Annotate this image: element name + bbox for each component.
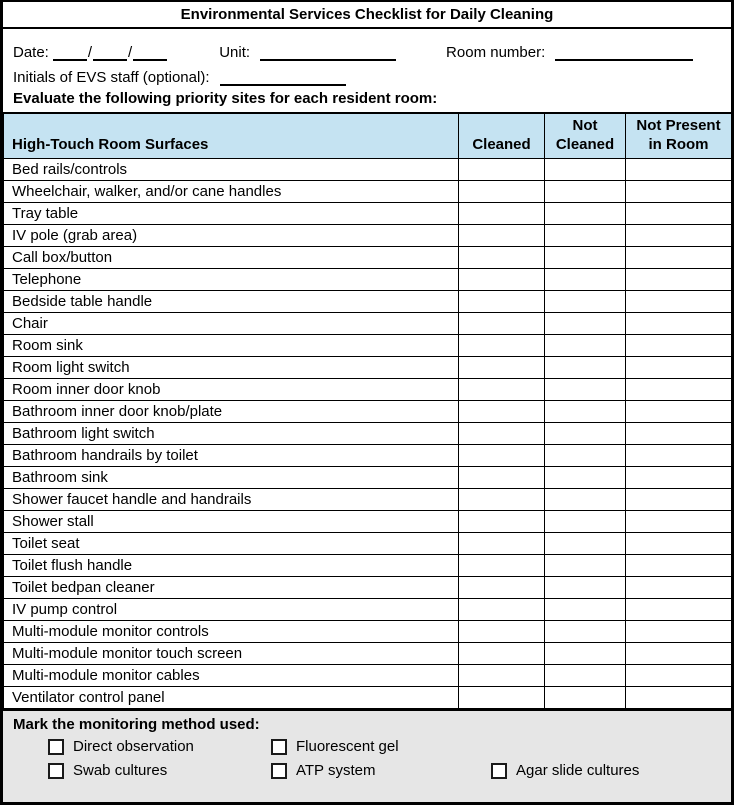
surface-label: Multi-module monitor touch screen bbox=[4, 643, 459, 665]
checkbox-icon[interactable] bbox=[491, 763, 507, 779]
cleaned-cell[interactable] bbox=[459, 621, 545, 643]
not-cleaned-cell[interactable] bbox=[545, 247, 626, 269]
not-cleaned-cell[interactable] bbox=[545, 313, 626, 335]
cleaned-cell[interactable] bbox=[459, 379, 545, 401]
not-cleaned-cell[interactable] bbox=[545, 621, 626, 643]
cleaned-cell[interactable] bbox=[459, 423, 545, 445]
monitoring-options bbox=[13, 738, 721, 779]
not-present-cell[interactable] bbox=[626, 533, 732, 555]
surface-label: Bed rails/controls bbox=[4, 159, 459, 181]
initials-line bbox=[13, 61, 721, 86]
checkbox-icon[interactable] bbox=[48, 763, 64, 779]
form-header-fields bbox=[3, 29, 731, 112]
not-present-cell[interactable] bbox=[626, 313, 732, 335]
table-header-row bbox=[4, 113, 732, 159]
not-cleaned-cell[interactable] bbox=[545, 203, 626, 225]
column-header-cleaned: Cleaned bbox=[459, 113, 545, 159]
cleaned-cell[interactable] bbox=[459, 555, 545, 577]
not-cleaned-cell[interactable] bbox=[545, 269, 626, 291]
not-present-cell[interactable] bbox=[626, 357, 732, 379]
cleaned-cell[interactable] bbox=[459, 511, 545, 533]
cleaned-cell[interactable] bbox=[459, 687, 545, 709]
table-row bbox=[4, 203, 732, 225]
not-present-cell[interactable] bbox=[626, 621, 732, 643]
surface-label: Multi-module monitor controls bbox=[4, 621, 459, 643]
surface-label: Call box/button bbox=[4, 247, 459, 269]
surface-label: Tray table bbox=[4, 203, 459, 225]
surface-label: IV pump control bbox=[4, 599, 459, 621]
not-present-cell[interactable] bbox=[626, 511, 732, 533]
not-present-cell[interactable] bbox=[626, 401, 732, 423]
surface-label: IV pole (grab area) bbox=[4, 225, 459, 247]
not-present-cell[interactable] bbox=[626, 335, 732, 357]
cleaned-cell[interactable] bbox=[459, 247, 545, 269]
monitoring-method-section bbox=[3, 709, 731, 802]
not-cleaned-cell[interactable] bbox=[545, 665, 626, 687]
cleaned-cell[interactable] bbox=[459, 665, 545, 687]
cleaned-cell[interactable] bbox=[459, 599, 545, 621]
cleaned-cell[interactable] bbox=[459, 335, 545, 357]
unit-label: Unit: bbox=[219, 44, 251, 61]
not-cleaned-cell[interactable] bbox=[545, 335, 626, 357]
cleaned-cell[interactable] bbox=[459, 225, 545, 247]
option-label: Direct observation bbox=[73, 738, 194, 755]
high-touch-surfaces-table bbox=[3, 112, 732, 709]
not-present-cell[interactable] bbox=[626, 269, 732, 291]
surface-label: Chair bbox=[4, 313, 459, 335]
room-number-label: Room number: bbox=[446, 44, 546, 61]
option-swab-cultures[interactable] bbox=[48, 762, 271, 779]
not-cleaned-cell[interactable] bbox=[545, 555, 626, 577]
option-label: ATP system bbox=[296, 762, 376, 779]
not-cleaned-cell[interactable] bbox=[545, 159, 626, 181]
option-label: Swab cultures bbox=[73, 762, 168, 779]
table-row bbox=[4, 401, 732, 423]
not-present-cell[interactable] bbox=[626, 225, 732, 247]
date-separator: / bbox=[87, 44, 93, 61]
table-row bbox=[4, 423, 732, 445]
cleaned-cell[interactable] bbox=[459, 269, 545, 291]
table-row bbox=[4, 621, 732, 643]
not-present-cell[interactable] bbox=[626, 599, 732, 621]
surface-label: Toilet bedpan cleaner bbox=[4, 577, 459, 599]
not-cleaned-cell[interactable] bbox=[545, 599, 626, 621]
surface-label: Room inner door knob bbox=[4, 379, 459, 401]
cleaned-cell[interactable] bbox=[459, 291, 545, 313]
not-present-cell[interactable] bbox=[626, 687, 732, 709]
surface-label: Toilet seat bbox=[4, 533, 459, 555]
surface-label: Room sink bbox=[4, 335, 459, 357]
not-cleaned-cell[interactable] bbox=[545, 577, 626, 599]
surface-label: Bathroom light switch bbox=[4, 423, 459, 445]
initials-label: Initials of EVS staff (optional): bbox=[13, 69, 210, 86]
table-row bbox=[4, 489, 732, 511]
table-row bbox=[4, 247, 732, 269]
not-present-cell[interactable] bbox=[626, 445, 732, 467]
surface-label: Toilet flush handle bbox=[4, 555, 459, 577]
column-header-surfaces: High-Touch Room Surfaces bbox=[4, 113, 459, 159]
not-present-cell[interactable] bbox=[626, 489, 732, 511]
unit-field[interactable] bbox=[260, 46, 396, 61]
table-row bbox=[4, 181, 732, 203]
surface-label: Bathroom inner door knob/plate bbox=[4, 401, 459, 423]
not-present-cell[interactable] bbox=[626, 423, 732, 445]
cleaned-cell[interactable] bbox=[459, 643, 545, 665]
surface-label: Multi-module monitor cables bbox=[4, 665, 459, 687]
cleaned-cell[interactable] bbox=[459, 445, 545, 467]
table-row bbox=[4, 313, 732, 335]
not-cleaned-cell[interactable] bbox=[545, 533, 626, 555]
option-label: Fluorescent gel bbox=[296, 738, 399, 755]
table-row bbox=[4, 599, 732, 621]
table-row bbox=[4, 225, 732, 247]
not-cleaned-cell[interactable] bbox=[545, 357, 626, 379]
table-row bbox=[4, 687, 732, 709]
table-row bbox=[4, 357, 732, 379]
initials-field[interactable] bbox=[220, 71, 346, 86]
date-unit-room-line bbox=[13, 36, 721, 61]
surface-label: Shower stall bbox=[4, 511, 459, 533]
cleaned-cell[interactable] bbox=[459, 203, 545, 225]
not-cleaned-cell[interactable] bbox=[545, 291, 626, 313]
surface-label: Wheelchair, walker, and/or cane handles bbox=[4, 181, 459, 203]
surface-label: Room light switch bbox=[4, 357, 459, 379]
not-cleaned-cell[interactable] bbox=[545, 445, 626, 467]
table-row bbox=[4, 511, 732, 533]
table-row bbox=[4, 643, 732, 665]
date-year-field[interactable] bbox=[133, 46, 167, 61]
date-month-field[interactable] bbox=[53, 46, 87, 61]
not-present-cell[interactable] bbox=[626, 291, 732, 313]
table-row bbox=[4, 533, 732, 555]
not-cleaned-cell[interactable] bbox=[545, 467, 626, 489]
not-cleaned-cell[interactable] bbox=[545, 379, 626, 401]
table-row bbox=[4, 577, 732, 599]
surface-label: Bathroom sink bbox=[4, 467, 459, 489]
form-title: Environmental Services Checklist for Daily Cleaning bbox=[3, 2, 731, 29]
room-number-field[interactable] bbox=[555, 46, 693, 61]
cleaned-cell[interactable] bbox=[459, 181, 545, 203]
monitoring-method-label: Mark the monitoring method used: bbox=[13, 716, 260, 733]
not-cleaned-cell[interactable] bbox=[545, 225, 626, 247]
not-present-cell[interactable] bbox=[626, 181, 732, 203]
cleaned-cell[interactable] bbox=[459, 577, 545, 599]
not-cleaned-cell[interactable] bbox=[545, 687, 626, 709]
date-day-field[interactable] bbox=[93, 46, 127, 61]
not-cleaned-cell[interactable] bbox=[545, 643, 626, 665]
cleaned-cell[interactable] bbox=[459, 467, 545, 489]
option-fluorescent-gel[interactable] bbox=[271, 738, 491, 755]
column-header-not-cleaned: Not Cleaned bbox=[545, 113, 626, 159]
not-cleaned-cell[interactable] bbox=[545, 401, 626, 423]
table-row bbox=[4, 379, 732, 401]
date-label: Date: bbox=[13, 44, 49, 61]
not-present-cell[interactable] bbox=[626, 467, 732, 489]
table-row bbox=[4, 269, 732, 291]
instruction-text: Evaluate the following priority sites for each resident room: bbox=[13, 89, 438, 107]
not-present-cell[interactable] bbox=[626, 643, 732, 665]
table-row bbox=[4, 291, 732, 313]
surface-label: Ventilator control panel bbox=[4, 687, 459, 709]
table-row bbox=[4, 467, 732, 489]
column-header-not-present: Not Present in Room bbox=[626, 113, 732, 159]
cleaned-cell[interactable] bbox=[459, 159, 545, 181]
not-cleaned-cell[interactable] bbox=[545, 489, 626, 511]
table-row bbox=[4, 159, 732, 181]
surface-label: Telephone bbox=[4, 269, 459, 291]
table-row bbox=[4, 665, 732, 687]
table-row bbox=[4, 335, 732, 357]
not-present-cell[interactable] bbox=[626, 665, 732, 687]
cleaned-cell[interactable] bbox=[459, 533, 545, 555]
checkbox-icon[interactable] bbox=[48, 739, 64, 755]
not-cleaned-cell[interactable] bbox=[545, 511, 626, 533]
checkbox-icon[interactable] bbox=[271, 739, 287, 755]
checkbox-icon[interactable] bbox=[271, 763, 287, 779]
table-row bbox=[4, 445, 732, 467]
option-atp-system[interactable] bbox=[271, 762, 491, 779]
surface-label: Shower faucet handle and handrails bbox=[4, 489, 459, 511]
option-direct-observation[interactable] bbox=[48, 738, 271, 755]
not-cleaned-cell[interactable] bbox=[545, 423, 626, 445]
option-agar-slide-cultures[interactable] bbox=[491, 762, 721, 779]
not-present-cell[interactable] bbox=[626, 247, 732, 269]
cleaned-cell[interactable] bbox=[459, 489, 545, 511]
not-present-cell[interactable] bbox=[626, 203, 732, 225]
cleaned-cell[interactable] bbox=[459, 357, 545, 379]
grid-spacer bbox=[491, 738, 721, 755]
surface-label: Bedside table handle bbox=[4, 291, 459, 313]
not-present-cell[interactable] bbox=[626, 555, 732, 577]
not-present-cell[interactable] bbox=[626, 159, 732, 181]
cleaned-cell[interactable] bbox=[459, 313, 545, 335]
not-cleaned-cell[interactable] bbox=[545, 181, 626, 203]
option-label: Agar slide cultures bbox=[516, 762, 640, 779]
surface-label: Bathroom handrails by toilet bbox=[4, 445, 459, 467]
not-present-cell[interactable] bbox=[626, 379, 732, 401]
date-separator: / bbox=[128, 44, 133, 61]
not-present-cell[interactable] bbox=[626, 577, 732, 599]
cleaned-cell[interactable] bbox=[459, 401, 545, 423]
table-row bbox=[4, 555, 732, 577]
